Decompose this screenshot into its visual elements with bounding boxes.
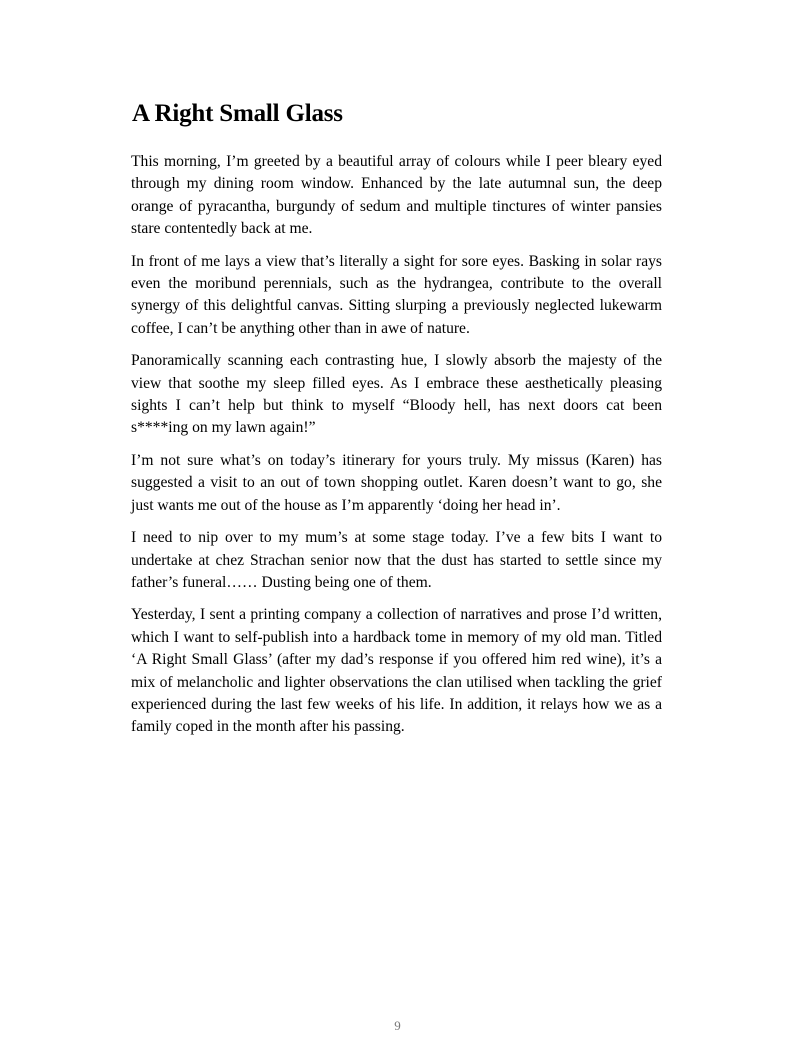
paragraph-6: Yesterday, I sent a printing company a collection of narratives and prose I’d written, which I want to self-publish into a hardback tome in memory of my old man. Titled ‘A Right Small Glass’ (after my dad’s response if you offered him red wine), it’s a mix of melancholic and lighter observations the clan utilised when tackling the grief experienced during the last few weeks of his life. In addition, it relays how we as a family coped in the month after his passing. xyxy=(131,606,662,736)
paragraph-1: This morning, I’m greeted by a beautiful array of colours while I peer bleary eyed through my dining room window. Enhanced by the late autumnal sun, the deep orange of pyracantha, burgundy of sedum and multiple tinctures of winter pansies stare contentedly back at me. xyxy=(131,153,662,238)
paragraph-5: I need to nip over to my mum’s at some stage today. I’ve a few bits I want to undertake at chez Strachan senior now that the dust has started to settle since my father’s funeral…… Dusting being one of them. xyxy=(131,529,662,591)
page-number: 9 xyxy=(394,1018,401,1033)
paragraph-2: In front of me lays a view that’s literally a sight for sore eyes. Basking in solar rays even the moribund perennials, such as the hydrangea, contribute to the overall synergy of this delightful canvas. Sitting slurping a previously neglected lukewarm coffee, I can’t be anything other than in awe of nature. xyxy=(131,252,662,337)
body-text xyxy=(131,151,662,749)
chapter-title: A Right Small Glass xyxy=(132,100,343,127)
paragraph-3: Panoramically scanning each contrasting hue, I slowly absorb the majesty of the view that soothe my sleep filled eyes. As I embrace these aesthetically pleasing sights I can’t help but think to myself “Bloody hell, has next doors cat been s****ing on my lawn again!” xyxy=(131,352,662,437)
paragraph-4: I’m not sure what’s on today’s itinerary for yours truly. My missus (Karen) has suggested a visit to an out of town shopping outlet. Karen doesn’t want to go, she just wants me out of the house as I’m apparently ‘doing her head in’. xyxy=(131,451,662,514)
